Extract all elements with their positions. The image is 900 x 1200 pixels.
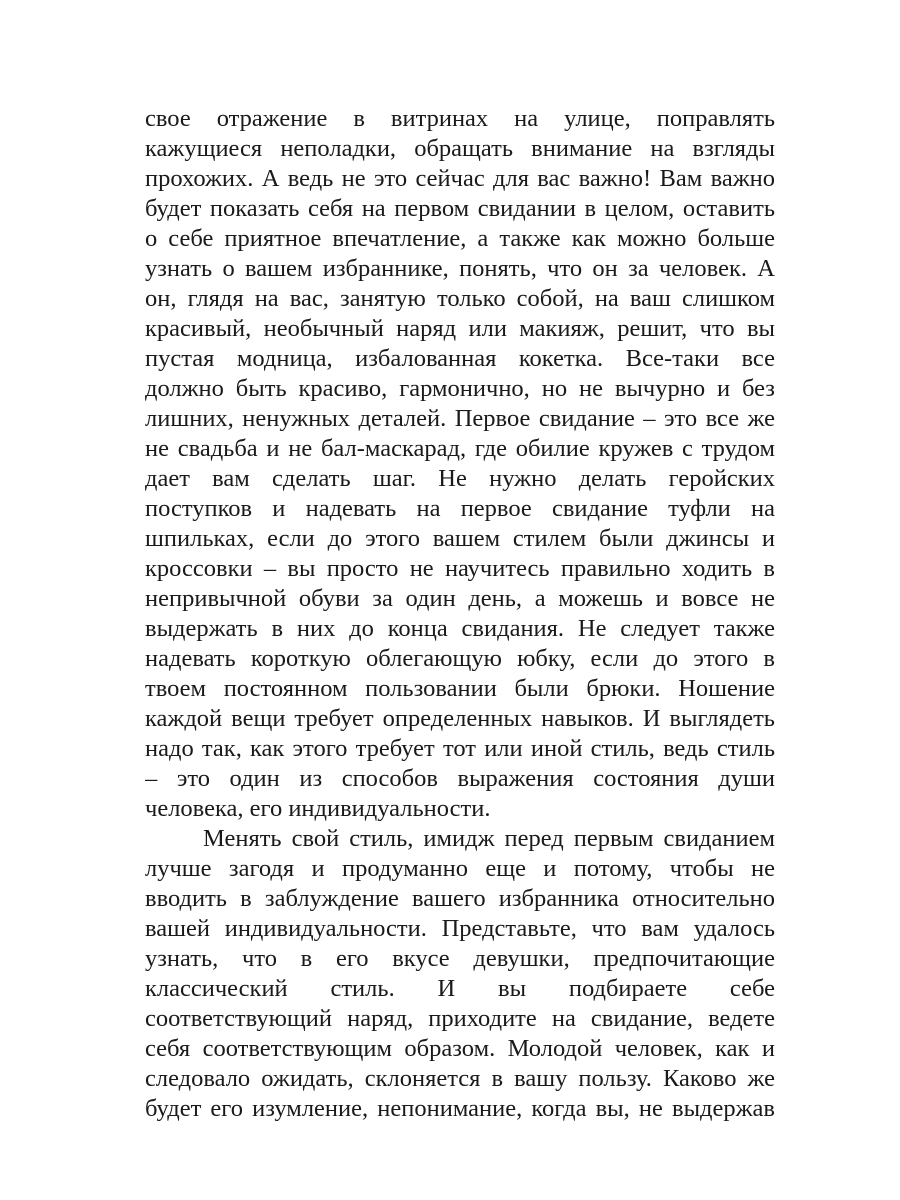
text-line: о себе приятное впечатление, а также как можно больше [145, 225, 775, 252]
text-line: классический стиль. И вы подбираете себе [145, 975, 775, 1002]
text-line: – это один из способов выражения состояния души [145, 765, 775, 792]
text-line: будет показать себя на первом свидании в целом, оставить [145, 195, 775, 222]
text-line: узнать, что в его вкусе девушки, предпочитающие [145, 945, 775, 972]
text-line: выдержать в них до конца свидания. Не следует также [145, 615, 775, 642]
text-line: твоем постоянном пользовании были брюки. Ношение [145, 675, 775, 702]
text-line: надо так, как этого требует тот или иной стиль, ведь стиль [145, 735, 775, 762]
text-line: себя соответствующим образом. Молодой человек, как и [145, 1035, 775, 1062]
text-line: узнать о вашем избраннике, понять, что он за человек. А [145, 255, 775, 282]
text-line: соответствующий наряд, приходите на свидание, ведете [145, 1005, 775, 1032]
text-line: кроссовки – вы просто не научитесь правильно ходить в [145, 555, 775, 582]
text-line: надевать короткую облегающую юбку, если до этого в [145, 645, 775, 672]
text-line: поступков и надевать на первое свидание туфли на [145, 495, 775, 522]
text-line: дает вам сделать шаг. Не нужно делать геройских [145, 465, 775, 492]
text-line: человека, его индивидуальности. [145, 795, 491, 822]
text-line: шпильках, если до этого вашем стилем были джинсы и [145, 525, 775, 552]
text-line: будет его изумление, непонимание, когда вы, не выдержав [145, 1095, 775, 1122]
text-line: вашей индивидуальности. Представьте, что вам удалось [145, 915, 775, 942]
text-line: лучше загодя и продуманно еще и потому, чтобы не [145, 855, 775, 882]
text-line: прохожих. А ведь не это сейчас для вас важно! Вам важно [145, 165, 775, 192]
text-line: Менять свой стиль, имидж перед первым свиданием [203, 825, 775, 852]
text-line: не свадьба и не бал-маскарад, где обилие кружев с трудом [145, 435, 775, 462]
text-line: следовало ожидать, склоняется в вашу пользу. Каково же [145, 1065, 775, 1092]
body-text [145, 104, 775, 1124]
text-line: пустая модница, избалованная кокетка. Все-таки все [145, 345, 775, 372]
text-line: непривычной обуви за один день, а можешь и вовсе не [145, 585, 775, 612]
text-line: красивый, необычный наряд или макияж, решит, что вы [145, 315, 775, 342]
paragraph-2 [145, 824, 775, 1124]
text-line: свое отражение в витринах на улице, поправлять [145, 105, 775, 132]
text-line: он, глядя на вас, занятую только собой, на ваш слишком [145, 285, 775, 312]
text-line: лишних, ненужных деталей. Первое свидание – это все же [145, 405, 775, 432]
text-line: должно быть красиво, гармонично, но не вычурно и без [145, 375, 775, 402]
paragraph-1 [145, 104, 775, 824]
text-line: каждой вещи требует определенных навыков. И выглядеть [145, 705, 775, 732]
text-line: вводить в заблуждение вашего избранника относительно [145, 885, 775, 912]
text-line: кажущиеся неполадки, обращать внимание на взгляды [145, 135, 775, 162]
